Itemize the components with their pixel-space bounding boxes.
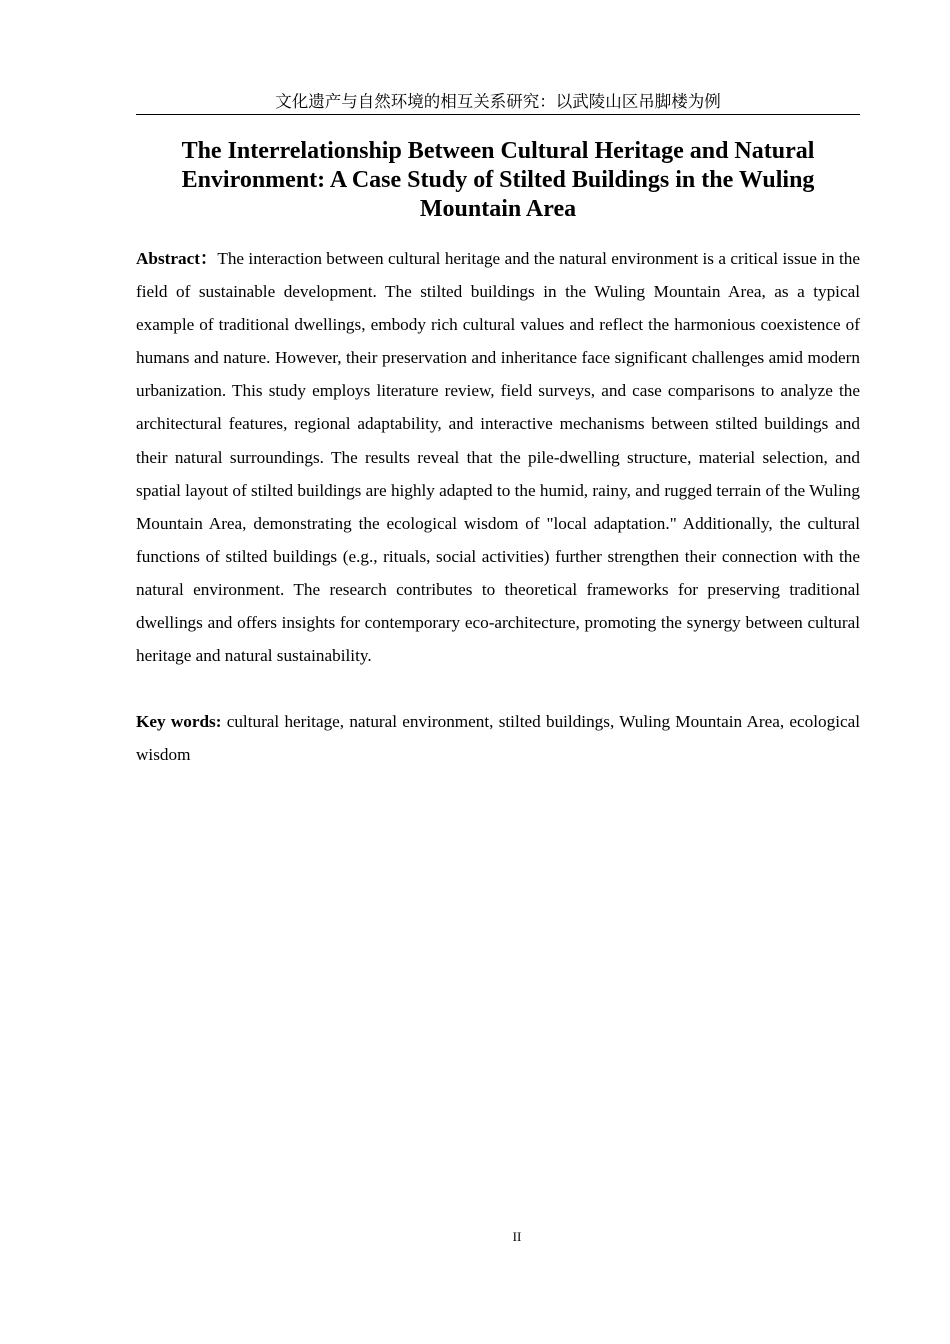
page-number: II [512,1229,522,1244]
paper-title: The Interrelationship Between Cultural Heritage and Natural Environment: A Case Study of Stilted Buildings in the Wuling Mountain Area [181,138,815,222]
keywords [136,705,860,771]
keywords-label: Key words: [136,712,222,731]
keywords-text: cultural heritage, natural environment, stilted buildings, Wuling Mountain Area, ecological wisdom [136,712,860,765]
abstract [136,242,860,672]
abstract-text: The interaction between cultural heritage and the natural environment is a critical issue in the field of sustainable development. The stilted buildings in the Wuling Mountain Area, as a typical example of traditional dwellings, embody rich cultural values and reflect the harmonious coexistence of humans and nature. However, their preservation and inheritance face significant challenges amid modern urbanization. This study employs literature review, field surveys, and case comparisons to analyze the architectural features, regional adaptability, and interactive mechanisms between stilted buildings and their natural surroundings. The results reveal that the pile-dwelling structure, material selection, and spatial layout of stilted buildings are highly adapted to the humid, rainy, and rugged terrain of the Wuling Mountain Area, demonstrating the ecological wisdom of "local adaptation." Additionally, the cultural functions of stilted buildings (e.g., rituals, social activities) further strengthen their connection with the natural environment. The research contributes to theoretical frameworks for preserving traditional dwellings and offers insights for contemporary eco-architecture, promoting the synergy between cultural heritage and natural sustainability. [136,249,860,666]
running-header: 文化遗产与自然环境的相互关系研究：以武陵山区吊脚楼为例 [136,90,860,115]
abstract-label: Abstract： [136,249,218,268]
